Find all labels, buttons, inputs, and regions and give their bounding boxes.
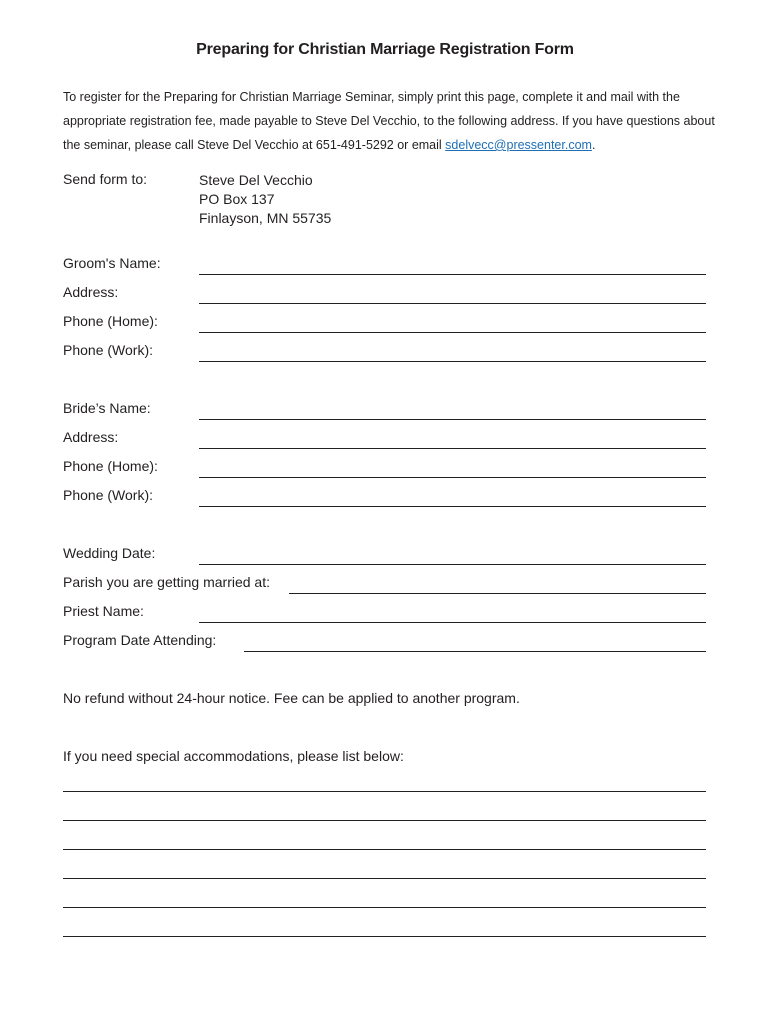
groom-name-field xyxy=(63,255,706,275)
groom-phone-home-field xyxy=(63,313,706,333)
accommodations-line[interactable] xyxy=(63,849,706,850)
groom-address-label: Address: xyxy=(63,284,119,300)
form-title: Preparing for Christian Marriage Registration Form xyxy=(196,41,574,58)
mailing-address xyxy=(199,171,331,228)
wedding-date-label: Wedding Date: xyxy=(63,545,156,561)
accommodations-line[interactable] xyxy=(63,820,706,821)
bride-address-line[interactable] xyxy=(199,448,706,449)
priest-name-label: Priest Name: xyxy=(63,603,144,619)
groom-name-label: Groom's Name: xyxy=(63,255,161,271)
priest-name-line[interactable] xyxy=(199,622,706,623)
accommodations-line[interactable] xyxy=(63,791,706,792)
address-po-box: PO Box 137 xyxy=(199,191,275,207)
bride-phone-home-field xyxy=(63,458,706,478)
address-city: Finlayson, MN 55735 xyxy=(199,210,332,226)
bride-phone-work-field xyxy=(63,487,706,507)
groom-phone-work-field xyxy=(63,342,706,362)
bride-phone-home-line[interactable] xyxy=(199,477,706,478)
groom-phone-work-line[interactable] xyxy=(199,361,706,362)
groom-address-line[interactable] xyxy=(199,303,706,304)
accommodations-line[interactable] xyxy=(63,878,706,879)
groom-name-line[interactable] xyxy=(199,274,706,275)
refund-note: No refund without 24-hour notice. Fee can be applied to another program. xyxy=(63,690,520,706)
bride-name-line[interactable] xyxy=(199,419,706,420)
accommodations-line[interactable] xyxy=(63,936,706,937)
bride-phone-home-label: Phone (Home): xyxy=(63,458,158,474)
parish-line[interactable] xyxy=(289,593,706,594)
intro-end: . xyxy=(591,138,596,152)
intro-text: To register for the Preparing for Christian Marriage Seminar, simply print this page, complete it and mail with the appropriate registration fee, made payable to Steve Del Vecchio, to the following address. If you have questions about the seminar, please call Steve Del Vecchio at 651-491-5292 or email xyxy=(63,90,715,152)
parish-label: Parish you are getting married at: xyxy=(63,574,270,590)
groom-phone-work-label: Phone (Work): xyxy=(63,342,153,358)
program-date-field xyxy=(63,632,706,652)
groom-phone-home-line[interactable] xyxy=(199,332,706,333)
groom-phone-home-label: Phone (Home): xyxy=(63,313,158,329)
send-to-label: Send form to: xyxy=(63,171,148,187)
accommodations-label: If you need special accommodations, please list below: xyxy=(63,748,404,764)
bride-phone-work-label: Phone (Work): xyxy=(63,487,153,503)
address-name: Steve Del Vecchio xyxy=(199,172,313,188)
email-link[interactable]: sdelvecc@pressenter.com xyxy=(445,138,592,152)
bride-name-label: Bride’s Name: xyxy=(63,400,151,416)
program-date-label: Program Date Attending: xyxy=(63,632,217,648)
program-date-line[interactable] xyxy=(244,651,706,652)
wedding-date-field xyxy=(63,545,706,565)
bride-address-field xyxy=(63,429,706,449)
bride-address-label: Address: xyxy=(63,429,119,445)
parish-field xyxy=(63,574,706,594)
accommodations-line[interactable] xyxy=(63,907,706,908)
wedding-date-line[interactable] xyxy=(199,564,706,565)
bride-phone-work-line[interactable] xyxy=(199,506,706,507)
bride-name-field xyxy=(63,400,706,420)
intro-paragraph xyxy=(63,85,723,157)
groom-address-field xyxy=(63,284,706,304)
priest-name-field xyxy=(63,603,706,623)
